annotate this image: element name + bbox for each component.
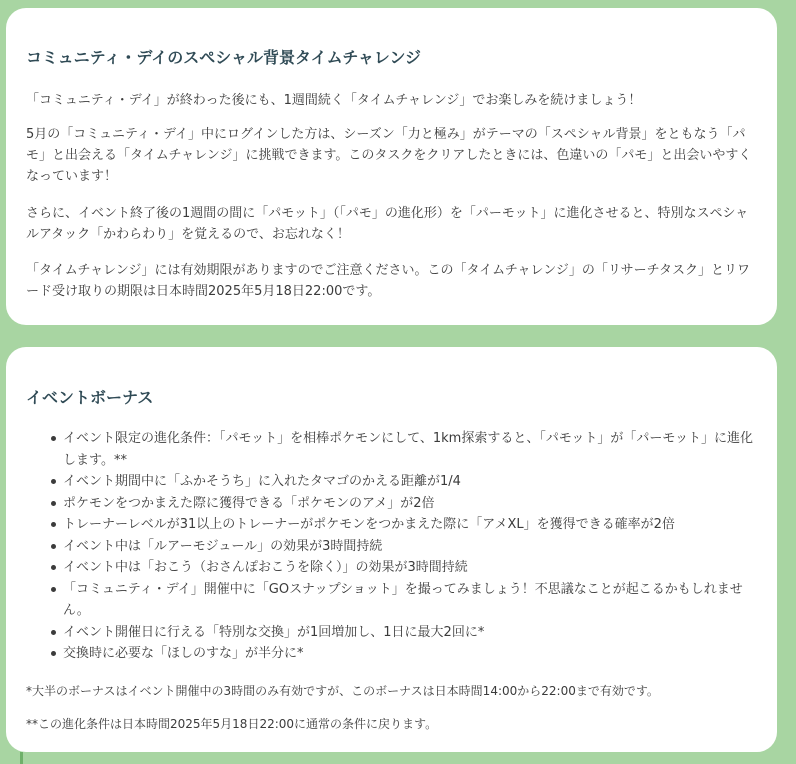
bonus-item-stardust: 交換時に必要な「ほしのすな」が半分に* — [26, 643, 761, 665]
bonus-item-candy: ポケモンをつかまえた際に獲得できる「ポケモンのアメ」が2倍 — [26, 493, 761, 515]
time-challenge-paragraph-2: 5月の「コミュニティ・デイ」中にログインした方は、シーズン「力と極み」がテーマの「スペシャル背景」をともなう「パモ」と出会える「タイムチャレンジ」に挑戦できます。このタスクをクリアしたときには、色違いの「パモ」と出会いやすくなっています！ — [26, 127, 752, 184]
bonus-item-lure: イベント中は「ルアーモジュール」の効果が3時間持続 — [26, 536, 761, 558]
bonus-footnote-1: *大半のボーナスはイベント開催中の3時間のみ有効ですが、このボーナスは日本時間14:00から22:00まで有効です。 — [26, 684, 659, 698]
time-challenge-paragraph-4: 「タイムチャレンジ」には有効期限がありますのでご注意ください。この「タイムチャレンジ」の「リサーチタスク」とリワード受け取りの期限は日本時間2025年5月18日22:00です。 — [26, 263, 750, 299]
time-challenge-paragraph-1: 「コミュニティ・デイ」が終わった後にも、1週間続く「タイムチャレンジ」でお楽しみを続けましょう！ — [26, 93, 642, 108]
bonus-item-evolution: イベント限定の進化条件：「パモット」を相棒ポケモンにして、1km探索すると、「パモット」が「パーモット」に進化します。** — [26, 428, 761, 471]
time-challenge-title: コミュニティ・デイのスペシャル背景タイムチャレンジ — [26, 48, 422, 67]
bonus-item-special-trade: イベント開催日に行える「特別な交換」が1回増加し、1日に最大2回に* — [26, 622, 761, 644]
event-bonus-title: イベントボーナス — [26, 388, 154, 407]
bonus-footnote-2: **この進化条件は日本時間2025年5月18日22:00に通常の条件に戻ります。 — [26, 717, 438, 731]
bonus-item-candy-xl: トレーナーレベルが31以上のトレーナーがポケモンをつかまえた際に「アメXL」を獲得できる確率が2倍 — [26, 514, 761, 536]
time-challenge-paragraph-3: さらに、イベント終了後の1週間の間に「パモット」（「パモ」の進化形）を「パーモット」に進化させると、特別なスペシャルアタック「かわらわり」を覚えるので、お忘れなく！ — [26, 206, 749, 242]
left-accent-line — [20, 752, 23, 764]
bonus-list — [26, 428, 761, 665]
bonus-item-egg-distance: イベント期間中に「ふかそうち」に入れたタマゴのかえる距離が1/4 — [26, 471, 761, 493]
bonus-item-snapshot: 「コミュニティ・デイ」開催中に「GOスナップショット」を撮ってみましょう！不思議なことが起こるかもしれません。 — [26, 579, 761, 622]
bonus-item-incense: イベント中は「おこう（おさんぽおこうを除く）」の効果が3時間持続 — [26, 557, 761, 579]
time-challenge-card — [6, 8, 777, 325]
event-bonus-card — [6, 347, 777, 752]
